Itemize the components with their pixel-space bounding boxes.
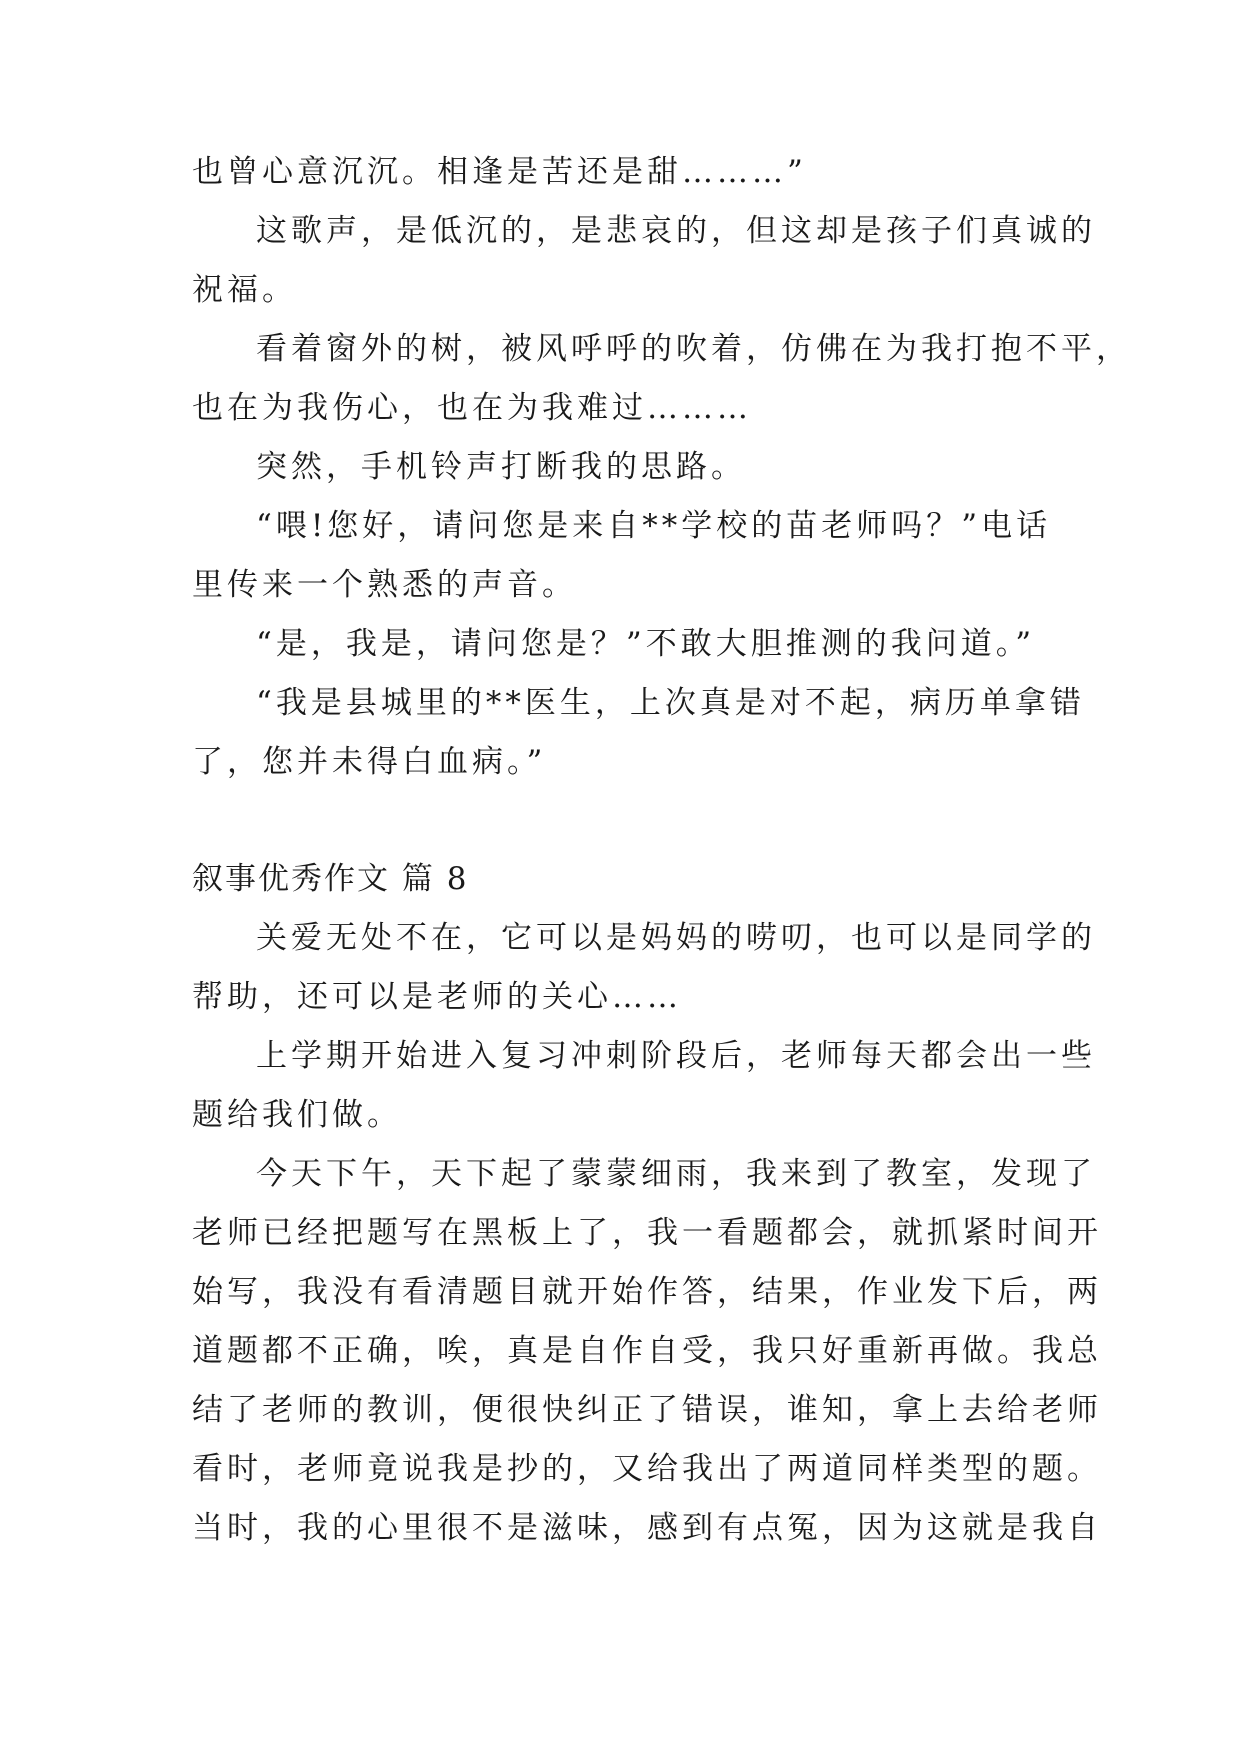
- text-line: 老师已经把题写在黑板上了，我一看题都会，就抓紧时间开: [192, 1215, 1102, 1251]
- text-line: 看时，老师竟说我是抄的，又给我出了两道同样类型的题。: [192, 1451, 1102, 1487]
- text-line: 帮助，还可以是老师的关心……: [192, 979, 682, 1015]
- paragraph-start: 看着窗外的树，被风呼呼的吹着，仿佛在为我打抱不平，: [256, 331, 1131, 367]
- text-line: 也在为我伤心，也在为我难过………: [192, 390, 752, 426]
- paragraph-start: 今天下午，天下起了蒙蒙细雨，我来到了教室，发现了: [256, 1156, 1096, 1192]
- text-line: 里传来一个熟悉的声音。: [192, 567, 577, 603]
- paragraph-start: 上学期开始进入复习冲刺阶段后，老师每天都会出一些: [256, 1038, 1096, 1074]
- text-line: 结了老师的教训，便很快纠正了错误，谁知，拿上去给老师: [192, 1392, 1102, 1428]
- section-heading: 叙事优秀作文 篇 8: [192, 861, 469, 897]
- text-line: 祝福。: [192, 272, 297, 308]
- text-line: 了，您并未得白血病。”: [192, 744, 547, 780]
- paragraph-start: 关爱无处不在，它可以是妈妈的唠叨，也可以是同学的: [256, 920, 1096, 956]
- paragraph-start: 突然，手机铃声打断我的思路。: [256, 449, 746, 485]
- text-line: 道题都不正确，唉，真是自作自受，我只好重新再做。我总: [192, 1333, 1102, 1369]
- text-line: 始写，我没有看清题目就开始作答，结果，作业发下后，两: [192, 1274, 1102, 1310]
- paragraph-start: “是，我是，请问您是？”不敢大胆推测的我问道。”: [256, 626, 1036, 662]
- paragraph-start: “喂!您好，请问您是来自**学校的苗老师吗？”电话: [256, 508, 1052, 544]
- paragraph-start: “我是县城里的**医生，上次真是对不起，病历单拿错: [256, 685, 1085, 721]
- text-line: 也曾心意沉沉。相逢是苦还是甜………”: [192, 154, 807, 190]
- paragraph-start: 这歌声，是低沉的，是悲哀的，但这却是孩子们真诚的: [256, 213, 1096, 249]
- text-line: 题给我们做。: [192, 1097, 402, 1133]
- text-line: 当时，我的心里很不是滋味，感到有点冤，因为这就是我自: [192, 1510, 1102, 1546]
